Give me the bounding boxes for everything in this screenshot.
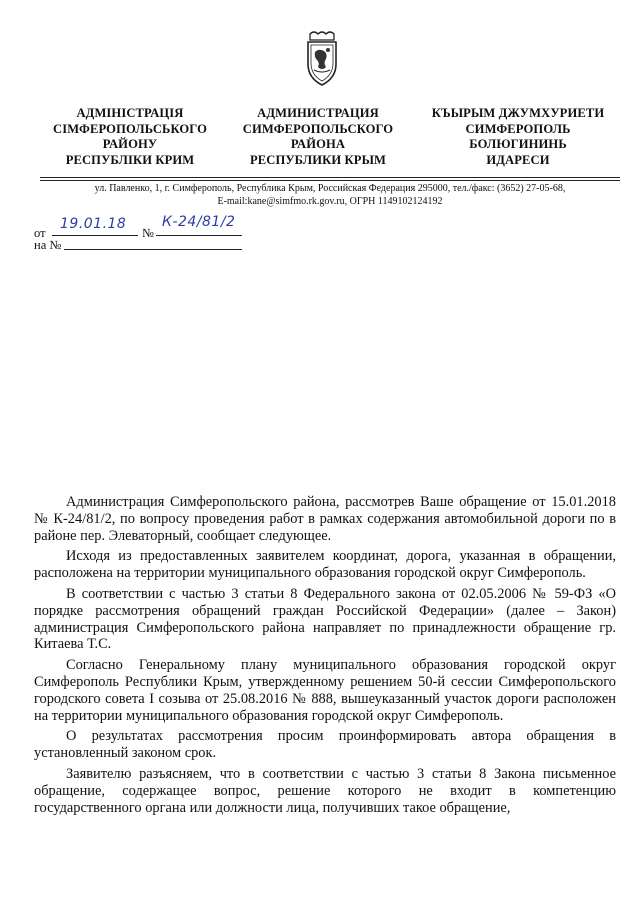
header-crh-line-4: ИДАРЕСИ: [486, 152, 550, 167]
header-ua-line-4: РЕСПУБЛІКИ КРИМ: [65, 152, 195, 167]
body-paragraph-1: Администрация Симферопольского района, рассмотрев Ваше обращение от 15.01.2018 № К-24/81/2, по вопросу проведения работ в рамках содержания автомобильной дороги по в районе пер. Элеваторный, сообщает следующее.: [34, 494, 616, 544]
number-label: №: [142, 226, 154, 240]
body-paragraph-5: О результатах рассмотрения просим проинформировать автора обращения в установленный законом срок.: [34, 728, 616, 762]
body-paragraph-2: Исходя из предоставленных заявителем координат, дорога, указанная в обращении, расположена на территории муниципального образования городской округ Симферополь.: [34, 548, 616, 582]
contact-address-line: ул. Павленко, 1, г. Симферополь, Республика Крым, Российская Федерация 295000, тел./факс: (3652) 27-05-68,: [94, 183, 566, 194]
header-crh-line-1: КЪЫРЫМ ДЖУМХУРИЕТИ: [431, 106, 605, 120]
handwritten-date: 19.01.18: [60, 216, 127, 232]
header-ru-line-4: РЕСПУБЛИКИ КРЫМ: [249, 152, 387, 167]
reply-label: на №: [34, 238, 62, 252]
contact-email-line: E-mail:kane@simfmo.rk.gov.ru, ОГРН 1149102124192: [217, 195, 443, 207]
body-paragraph-6: Заявителю разъясняем, что в соответствии с частью 3 статьи 8 Закона письменное обращение, содержащее вопрос, решение которого не входит в компетенцию государственного органа или должности лица, получивших такое обращение,: [34, 765, 616, 816]
header-ua-line-1: АДМІНІСТРАЦІЯ: [76, 106, 184, 120]
header-divider-thick: [40, 177, 620, 178]
handwritten-number: К-24/81/2: [162, 214, 236, 230]
body-paragraph-4: Согласно Генеральному плану муниципального образования городской округ Симферополь Республики Крым, утвержденному решением 50-й сессии Симферопольского городского совета I созыва от 25.08.2016 № 888, вышеуказанный участок дороги расположен на территории муниципального образования городской округ Симферополь.: [34, 657, 616, 724]
header-ru-line-1: АДМИНИСТРАЦИЯ: [257, 106, 379, 120]
header-ukrainian-block: [40, 106, 220, 168]
header-ru-line-3: РАЙОНА: [290, 137, 346, 151]
contact-info: [40, 183, 620, 208]
header-ua-line-3: РАЙОНУ: [102, 137, 158, 151]
body-paragraph-3: В соответствии с частью 3 статьи 8 Федерального закона от 02.05.2006 № 59-ФЗ «О порядке рассмотрения обращений граждан Российской Федерации» (далее – Закон) администрация Симферопольского района направляет по принадлежности обращение гр. Китаева Т.С.: [34, 585, 616, 653]
from-label: от: [34, 226, 46, 240]
crimea-coat-of-arms-icon: [302, 30, 342, 88]
header-ua-line-2: СІМФЕРОПОЛЬСЬКОГО: [53, 121, 207, 136]
letter-body: [34, 494, 616, 816]
header-divider-thin: [40, 180, 620, 181]
header-crh-line-3: БОЛЮГИНИНЬ: [469, 137, 567, 151]
header-crh-line-2: СИМФЕРОПОЛЬ: [465, 121, 571, 136]
header-russian-block: [226, 106, 410, 168]
header-crimean-tatar-block: [418, 106, 618, 168]
header-ru-line-2: СИМФЕРОПОЛЬСКОГО: [242, 121, 394, 136]
reply-underline: [64, 234, 242, 250]
